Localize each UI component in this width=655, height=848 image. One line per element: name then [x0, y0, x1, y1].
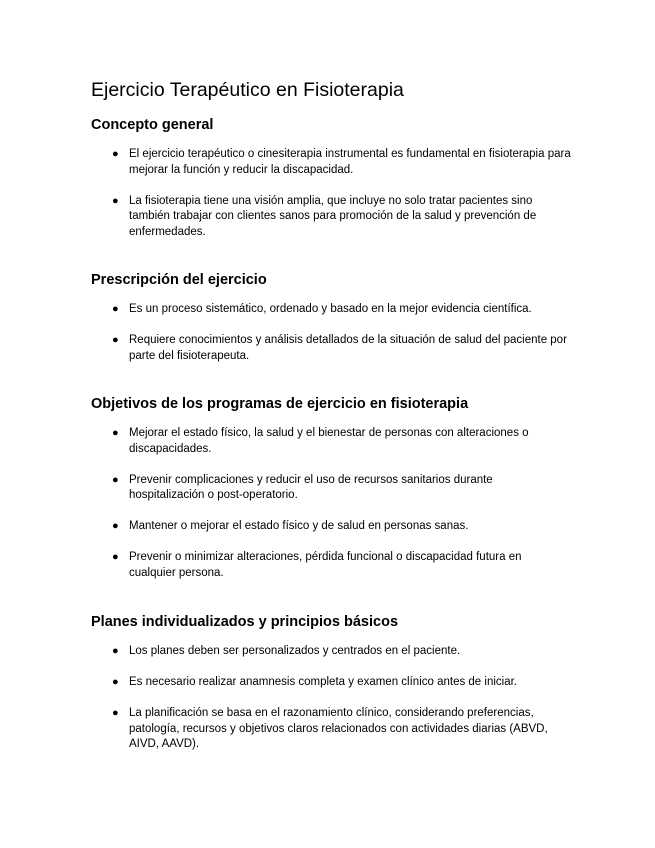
- section-heading: Planes individualizados y principios básicos: [91, 614, 399, 630]
- section-prescripcion: [91, 272, 571, 380]
- list-item: [91, 426, 571, 457]
- section-concepto-general: [91, 117, 571, 256]
- page-title: Ejercicio Terapéutico en Fisioterapia: [91, 79, 404, 101]
- list-item-text: Prevenir complicaciones y reducir el uso de recursos sanitarios durante hospitalización o post-operatorio.: [129, 473, 493, 501]
- bullet-list: [91, 302, 571, 364]
- section-objetivos: [91, 396, 571, 597]
- bullet-icon: ●: [112, 148, 119, 160]
- list-item: [91, 302, 571, 318]
- list-item: [91, 519, 571, 535]
- list-item-text: Mejorar el estado físico, la salud y el bienestar de personas con alteraciones o discapacidades.: [129, 427, 529, 455]
- list-item-text: Mantener o mejorar el estado físico y de salud en personas sanas.: [129, 520, 469, 532]
- section-planes-individualizados: [91, 614, 571, 768]
- list-item: [91, 706, 571, 753]
- bullet-icon: ●: [112, 520, 119, 532]
- bullet-icon: ●: [112, 334, 119, 346]
- list-item: [91, 675, 571, 691]
- list-item-text: Los planes deben ser personalizados y centrados en el paciente.: [129, 645, 461, 657]
- list-item: [91, 333, 571, 364]
- list-item-text: Requiere conocimientos y análisis detallados de la situación de salud del paciente por parte del fisioterapeuta.: [129, 334, 567, 362]
- section-heading: Prescripción del ejercicio: [91, 272, 267, 288]
- list-item: [91, 194, 571, 241]
- bullet-list: [91, 147, 571, 240]
- list-item-text: Es un proceso sistemático, ordenado y basado en la mejor evidencia científica.: [129, 303, 532, 315]
- bullet-icon: ●: [112, 303, 119, 315]
- list-item: [91, 147, 571, 178]
- bullet-icon: ●: [112, 473, 119, 486]
- list-item-text: La fisioterapia tiene una visión amplia, que incluye no solo tratar pacientes sino también trabajar con clientes sanos para promoción de la salud y prevención de enfermedades.: [129, 194, 537, 238]
- bullet-icon: ●: [112, 676, 119, 688]
- list-item-text: El ejercicio terapéutico o cinesiterapia instrumental es fundamental en fisioterapia para mejorar la función y reducir la discapacidad.: [129, 148, 571, 176]
- bullet-list: [91, 644, 571, 753]
- bullet-icon: ●: [112, 427, 119, 439]
- list-item: [91, 473, 571, 504]
- bullet-icon: ●: [112, 194, 119, 207]
- section-heading: Objetivos de los programas de ejercicio en fisioterapia: [91, 396, 469, 412]
- bullet-icon: ●: [112, 551, 119, 563]
- bullet-icon: ●: [112, 645, 119, 657]
- list-item: [91, 644, 571, 660]
- section-heading: Concepto general: [91, 117, 214, 133]
- bullet-icon: ●: [112, 707, 119, 719]
- list-item-text: La planificación se basa en el razonamiento clínico, considerando preferencias, patología, recursos y objetivos claros relacionados con actividades diarias (ABVD, AIVD, AAVD).: [129, 707, 548, 750]
- list-item: [91, 550, 571, 581]
- bullet-list: [91, 426, 571, 581]
- list-item-text: Prevenir o minimizar alteraciones, pérdida funcional o discapacidad futura en cualquier persona.: [129, 551, 522, 579]
- list-item-text: Es necesario realizar anamnesis completa y examen clínico antes de iniciar.: [129, 676, 517, 688]
